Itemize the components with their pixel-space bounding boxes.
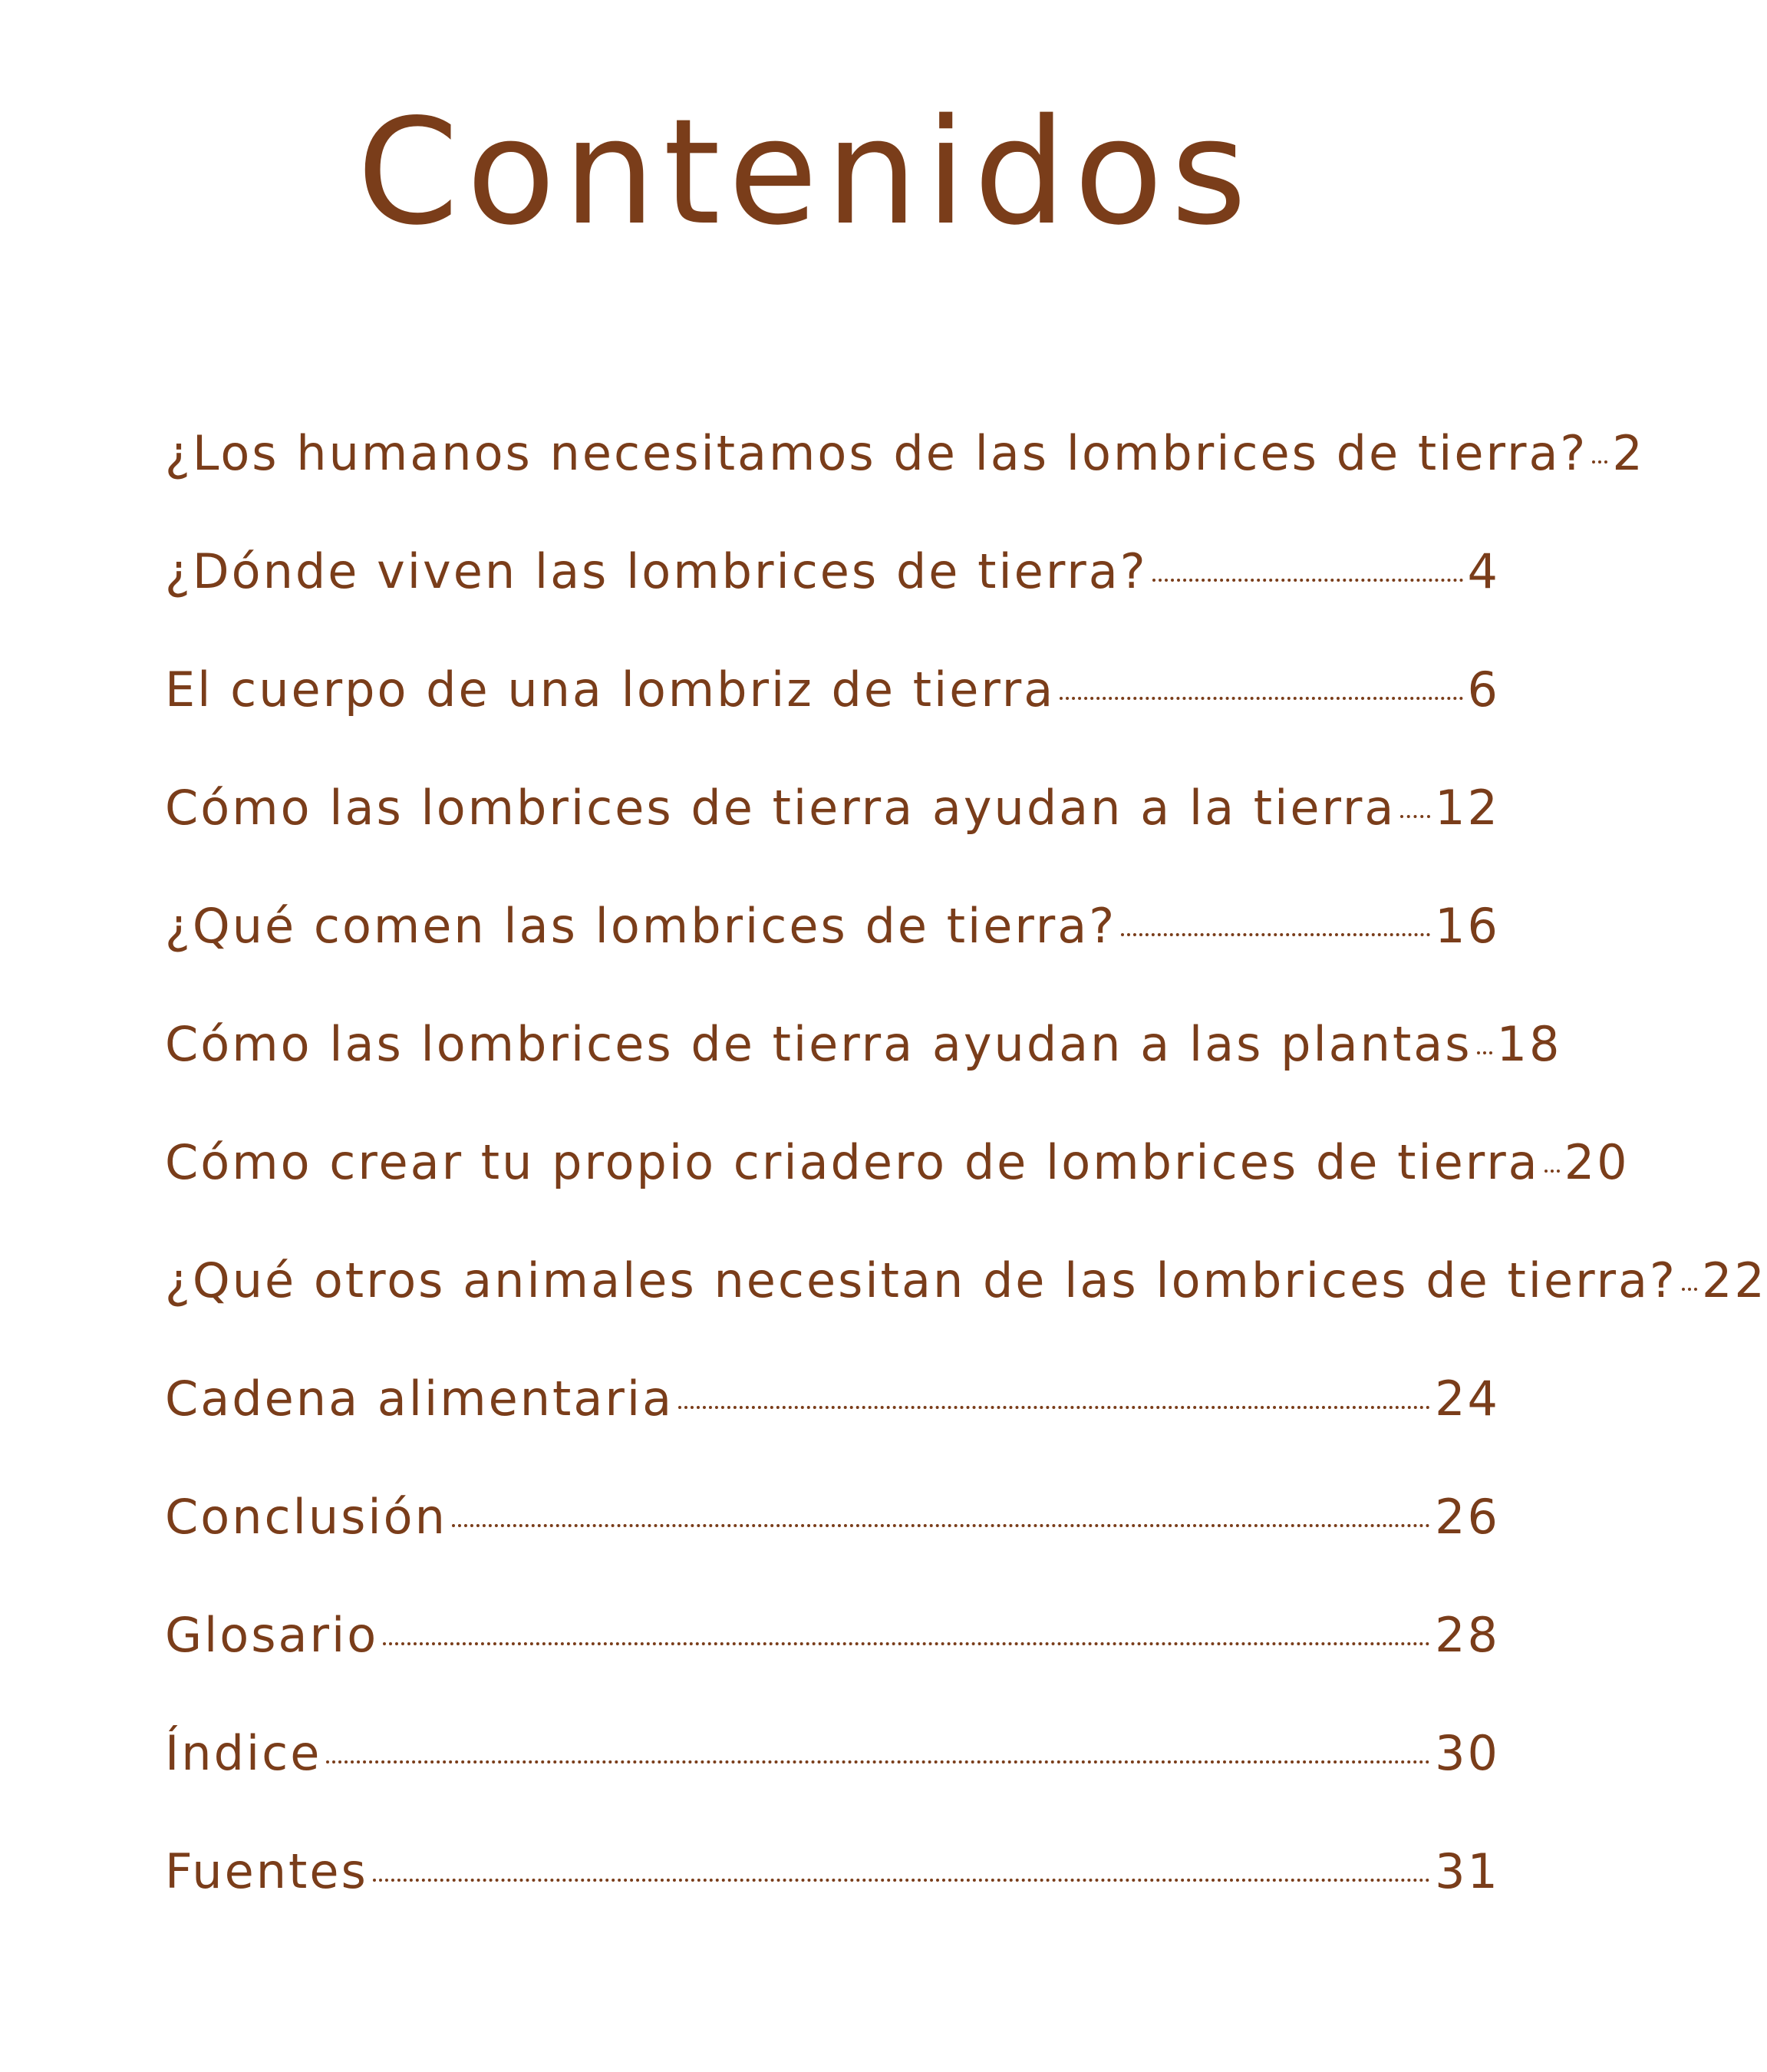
toc-entry[interactable]: [165, 543, 1500, 666]
toc-entry-page: 12: [1435, 780, 1500, 836]
toc-entry-label: Cómo crear tu propio criadero de lombrices de tierra: [165, 1134, 1540, 1190]
toc-entry-label: Índice: [165, 1725, 322, 1781]
toc-entry[interactable]: [165, 1016, 1562, 1139]
toc-entry[interactable]: [165, 780, 1500, 902]
toc-entry-page: 26: [1435, 1489, 1500, 1545]
dot-leader: [1592, 460, 1607, 464]
dot-leader: [1477, 1051, 1492, 1054]
toc-entry-page: 4: [1467, 543, 1500, 599]
dot-leader: [383, 1642, 1430, 1645]
dot-leader: [452, 1524, 1430, 1527]
toc-entry[interactable]: [165, 1489, 1500, 1612]
toc-entry-page: 18: [1496, 1016, 1562, 1072]
toc-entry[interactable]: [165, 1843, 1500, 1966]
toc-entry[interactable]: [165, 425, 1645, 548]
toc-entry-page: 6: [1467, 662, 1500, 718]
toc-entry[interactable]: [165, 1725, 1500, 1848]
toc-entry[interactable]: [165, 662, 1500, 784]
toc-entry-page: 22: [1701, 1252, 1767, 1308]
toc-entry[interactable]: [165, 1134, 1630, 1257]
toc-entry-page: 24: [1435, 1371, 1500, 1427]
dot-leader: [1060, 697, 1462, 700]
dot-leader: [1682, 1288, 1697, 1291]
toc-entry-page: 16: [1435, 898, 1500, 954]
toc-entry-page: 28: [1435, 1607, 1500, 1663]
toc-entry-page: 20: [1564, 1134, 1630, 1190]
toc-entry-label: Cadena alimentaria: [165, 1371, 674, 1427]
toc-entry-label: El cuerpo de una lombriz de tierra: [165, 662, 1056, 718]
dot-leader: [1121, 933, 1430, 936]
toc-entry-label: ¿Los humanos necesitamos de las lombrices de tierra?: [165, 425, 1588, 481]
dot-leader: [373, 1879, 1430, 1882]
toc-entry-page: 2: [1612, 425, 1645, 481]
toc-entry-label: ¿Dónde viven las lombrices de tierra?: [165, 543, 1148, 599]
toc-entry[interactable]: [165, 898, 1500, 1021]
dot-leader: [326, 1760, 1430, 1764]
dot-leader: [678, 1406, 1430, 1409]
toc-entry-page: 31: [1435, 1843, 1500, 1899]
toc-entry-label: Fuentes: [165, 1843, 368, 1899]
dot-leader: [1544, 1170, 1560, 1173]
toc-entry-label: Cómo las lombrices de tierra ayudan a la tierra: [165, 780, 1396, 836]
toc-entry[interactable]: [165, 1252, 1767, 1375]
toc-entry-label: ¿Qué otros animales necesitan de las lombrices de tierra?: [165, 1252, 1677, 1308]
dot-leader: [1400, 815, 1430, 818]
toc-entry-label: Conclusión: [165, 1489, 447, 1545]
toc-entry[interactable]: [165, 1607, 1500, 1730]
dot-leader: [1152, 579, 1463, 582]
toc-entry-label: Cómo las lombrices de tierra ayudan a las plantas: [165, 1016, 1472, 1072]
toc-entry-page: 30: [1435, 1725, 1500, 1781]
toc-entry[interactable]: [165, 1371, 1500, 1493]
toc-entry-label: Glosario: [165, 1607, 379, 1663]
table-of-contents: [165, 425, 1767, 1966]
page-title: Contenidos: [357, 87, 1254, 257]
toc-entry-label: ¿Qué comen las lombrices de tierra?: [165, 898, 1117, 954]
